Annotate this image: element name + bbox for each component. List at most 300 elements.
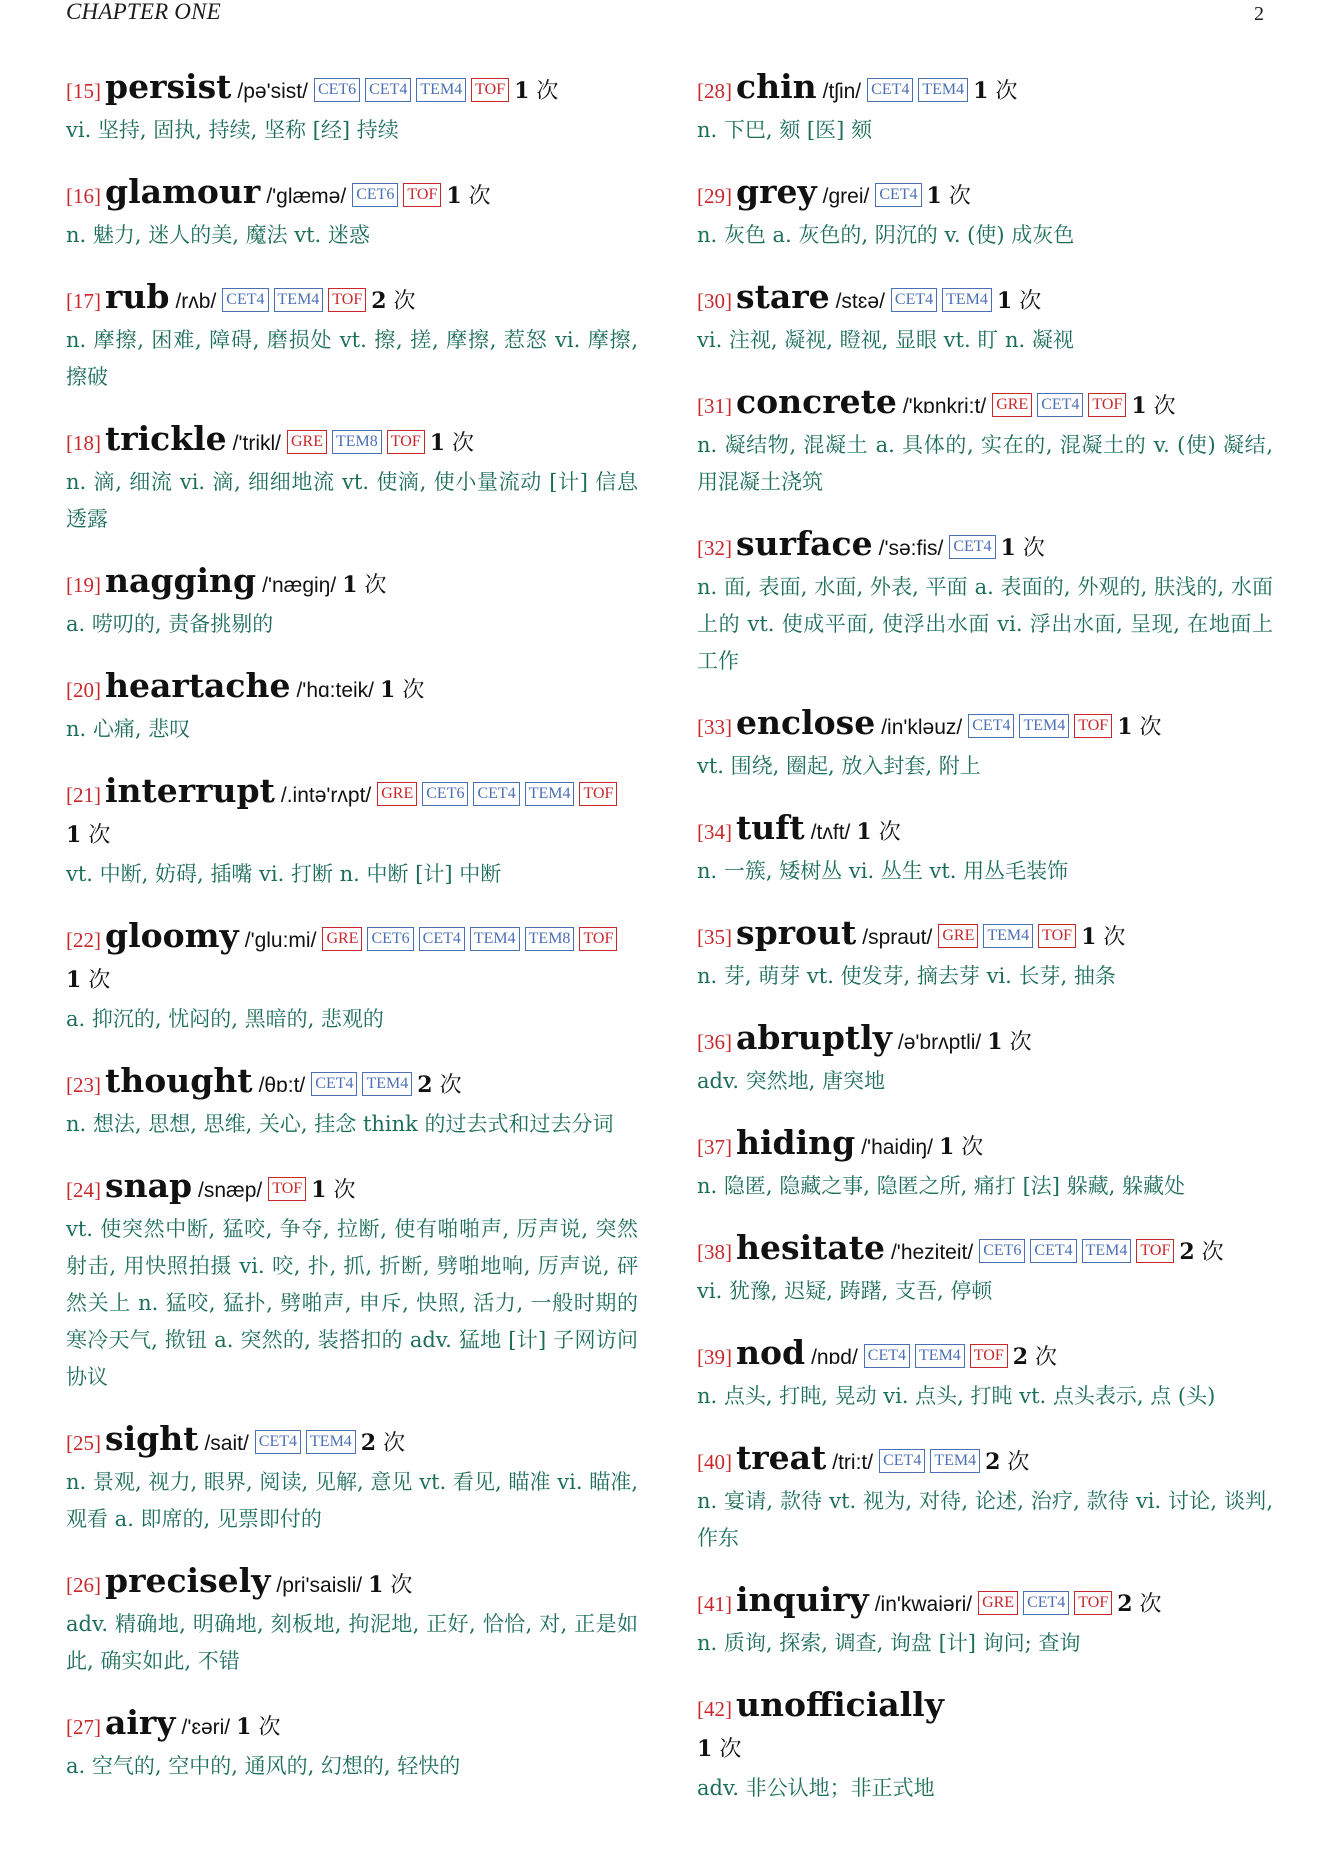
entry-headline bbox=[66, 1704, 638, 1748]
definition: n. 凝结物, 混凝土 a. 具体的, 实在的, 混凝土的 v. (使) 凝结, 用混凝土浇筑 bbox=[697, 433, 1273, 494]
count-number: 1 bbox=[368, 1572, 384, 1598]
exam-tag: CET4 bbox=[968, 714, 1014, 738]
exam-tag: GRE bbox=[978, 1591, 1018, 1615]
count-number: 2 bbox=[1117, 1591, 1133, 1617]
entry-headline bbox=[697, 704, 1273, 748]
headword: precisely bbox=[105, 1561, 271, 1600]
pronunciation: /θɒ:t/ bbox=[258, 1074, 306, 1097]
occurrence-count bbox=[1117, 715, 1161, 740]
pronunciation: /stɛə/ bbox=[835, 290, 885, 313]
count-number: 2 bbox=[360, 1430, 377, 1456]
entry-headline bbox=[697, 173, 1273, 217]
left-column bbox=[66, 68, 638, 1809]
headword: nod bbox=[736, 1333, 806, 1372]
entry-headline bbox=[66, 68, 638, 112]
entry-number: [22] bbox=[66, 928, 101, 952]
headword: nagging bbox=[105, 561, 257, 600]
entry-number: [40] bbox=[697, 1450, 732, 1474]
exam-tag: TOF bbox=[579, 927, 617, 951]
exam-tag: CET4 bbox=[879, 1449, 925, 1473]
exam-tag: TEM4 bbox=[416, 78, 466, 102]
occurrence-count bbox=[342, 573, 386, 598]
occurrence-count bbox=[380, 678, 424, 703]
pronunciation: /'kɒnkri:t/ bbox=[902, 395, 987, 418]
pronunciation: /pri'saisli/ bbox=[276, 1574, 363, 1597]
exam-tag: TEM4 bbox=[930, 1449, 980, 1473]
headword: treat bbox=[736, 1438, 827, 1477]
count-number: 1 bbox=[446, 183, 462, 209]
exam-tag: GRE bbox=[992, 393, 1032, 417]
headword: heartache bbox=[105, 666, 291, 705]
definition: n. 宴请, 款待 vt. 视为, 对待, 论述, 治疗, 款待 vi. 讨论, 谈判, 作东 bbox=[697, 1489, 1273, 1550]
entry-headline bbox=[697, 383, 1273, 427]
exam-tag: TOF bbox=[579, 782, 617, 806]
count-number: 1 bbox=[856, 819, 872, 845]
vocab-entry bbox=[66, 278, 638, 396]
pronunciation: /tri:t/ bbox=[832, 1451, 874, 1474]
entry-number: [27] bbox=[66, 1715, 101, 1739]
definition: a. 唠叨的, 责备挑剔的 bbox=[66, 612, 274, 636]
occurrence-count bbox=[417, 1073, 461, 1098]
entry-number: [25] bbox=[66, 1431, 101, 1455]
count-suffix: 次 bbox=[439, 1073, 462, 1098]
exam-tag: TEM4 bbox=[918, 78, 968, 102]
entry-number: [17] bbox=[66, 289, 101, 313]
count-number: 1 bbox=[1117, 714, 1133, 740]
definition: n. 心痛, 悲叹 bbox=[66, 717, 191, 741]
exam-tag: TOF bbox=[268, 1177, 306, 1201]
occurrence-count bbox=[1081, 925, 1125, 950]
count-suffix: 次 bbox=[1103, 925, 1126, 950]
count-suffix: 次 bbox=[1139, 1592, 1162, 1617]
exam-tag: TEM4 bbox=[274, 288, 324, 312]
vocab-entry bbox=[66, 667, 638, 748]
entry-headline bbox=[66, 772, 638, 856]
entry-headline bbox=[697, 1439, 1273, 1483]
occurrence-count bbox=[446, 184, 490, 209]
entry-number: [19] bbox=[66, 573, 101, 597]
exam-tag: CET4 bbox=[1023, 1591, 1069, 1615]
exam-tag: GRE bbox=[322, 927, 362, 951]
definition: adv. 非公认地；非正式地 bbox=[697, 1776, 935, 1800]
exam-tag: GRE bbox=[938, 924, 978, 948]
definition: n. 摩擦, 困难, 障碍, 磨损处 vt. 擦, 搓, 摩擦, 惹怒 vi. 摩擦, 擦破 bbox=[66, 328, 638, 389]
entry-number: [41] bbox=[697, 1592, 732, 1616]
exam-tag: CET4 bbox=[867, 78, 913, 102]
pronunciation: /'heziteit/ bbox=[890, 1241, 974, 1264]
vocab-entry bbox=[66, 1562, 638, 1680]
headword: glamour bbox=[105, 172, 261, 211]
exam-tag: TOF bbox=[1088, 393, 1126, 417]
vocab-entry bbox=[697, 1019, 1273, 1100]
count-number: 1 bbox=[996, 288, 1013, 314]
occurrence-count bbox=[371, 289, 415, 314]
exam-tag: TEM4 bbox=[942, 288, 992, 312]
entry-headline bbox=[697, 68, 1273, 112]
occurrence-count bbox=[939, 1135, 983, 1160]
exam-tag: TOF bbox=[1038, 924, 1076, 948]
count-number: 1 bbox=[380, 677, 396, 703]
vocab-entry bbox=[697, 68, 1273, 149]
vocab-entry bbox=[697, 809, 1273, 890]
entry-number: [42] bbox=[697, 1697, 732, 1721]
entry-number: [20] bbox=[66, 678, 101, 702]
exam-tag: CET4 bbox=[365, 78, 411, 102]
pronunciation: /grei/ bbox=[822, 185, 870, 208]
count-number: 2 bbox=[1179, 1239, 1195, 1265]
exam-tag: TEM8 bbox=[525, 927, 575, 951]
entry-headline bbox=[66, 1420, 638, 1464]
exam-tag: CET4 bbox=[875, 183, 921, 207]
count-suffix: 次 bbox=[333, 1178, 356, 1203]
headword: tuft bbox=[736, 808, 805, 847]
count-number: 1 bbox=[1000, 535, 1016, 561]
headword: enclose bbox=[736, 703, 876, 742]
count-suffix: 次 bbox=[878, 820, 901, 845]
exam-tag: TEM4 bbox=[915, 1344, 965, 1368]
entry-number: [39] bbox=[697, 1345, 732, 1369]
pronunciation: /tʃin/ bbox=[822, 80, 862, 103]
pronunciation: /ə'brʌptli/ bbox=[897, 1031, 982, 1054]
headword: abruptly bbox=[736, 1018, 892, 1057]
count-number: 1 bbox=[66, 967, 82, 993]
definition: n. 滴, 细流 vi. 滴, 细细地流 vt. 使滴, 使小量流动 [计] 信息透露 bbox=[66, 470, 638, 531]
count-number: 2 bbox=[985, 1449, 1001, 1475]
exam-tag: CET6 bbox=[979, 1239, 1025, 1263]
definition: n. 一簇, 矮树丛 vi. 丛生 vt. 用丛毛装饰 bbox=[697, 859, 1069, 883]
pronunciation: /'haidiŋ/ bbox=[861, 1136, 933, 1159]
entry-headline bbox=[697, 1229, 1273, 1273]
count-number: 2 bbox=[417, 1072, 433, 1098]
entry-number: [34] bbox=[697, 820, 732, 844]
page-number: 2 bbox=[1254, 3, 1264, 25]
headword: hesitate bbox=[736, 1228, 885, 1267]
vocab-entry bbox=[66, 1062, 638, 1143]
count-suffix: 次 bbox=[258, 1715, 281, 1740]
right-column bbox=[697, 68, 1273, 1831]
headword: interrupt bbox=[105, 771, 275, 810]
exam-tag: TOF bbox=[403, 183, 441, 207]
vocab-entry bbox=[66, 68, 638, 149]
exam-tag: TOF bbox=[328, 288, 366, 312]
pronunciation: /pə'sist/ bbox=[237, 80, 308, 103]
entry-headline bbox=[697, 809, 1273, 853]
pronunciation: /tʌft/ bbox=[810, 821, 851, 844]
occurrence-count bbox=[430, 431, 474, 456]
entry-number: [28] bbox=[697, 79, 732, 103]
count-suffix: 次 bbox=[452, 431, 475, 456]
headword: rub bbox=[105, 277, 170, 316]
count-number: 1 bbox=[514, 78, 530, 104]
exam-tag: TOF bbox=[1074, 1591, 1112, 1615]
headword: persist bbox=[105, 67, 232, 106]
count-suffix: 次 bbox=[88, 823, 111, 848]
exam-tag: TEM4 bbox=[525, 782, 575, 806]
headword: inquiry bbox=[736, 1580, 869, 1619]
exam-tag: GRE bbox=[377, 782, 417, 806]
count-suffix: 次 bbox=[1201, 1240, 1224, 1265]
headword: airy bbox=[105, 1703, 176, 1742]
entry-headline bbox=[697, 1581, 1273, 1625]
count-suffix: 次 bbox=[719, 1737, 742, 1762]
entry-headline bbox=[66, 917, 638, 1001]
definition: vt. 使突然中断, 猛咬, 争夺, 拉断, 使有啪啪声, 厉声说, 突然射击, 用快照拍摄 vi. 咬, 扑, 抓, 折断, 劈啪地响, 厉声说, 砰然关上 n. 猛咬, 猛扑, 劈啪声, 申斥, 快照, 活力, 一般时期的寒冷天气, 揿钮 a. 突然的, 装搭扣的 adv. 猛地 [计] 子网访问协议 bbox=[66, 1217, 638, 1389]
count-suffix: 次 bbox=[383, 1431, 406, 1456]
exam-tag: TEM4 bbox=[470, 927, 520, 951]
count-suffix: 次 bbox=[88, 968, 111, 993]
entry-headline bbox=[697, 278, 1273, 322]
headword: surface bbox=[736, 524, 873, 563]
headword: thought bbox=[105, 1061, 253, 1100]
definition: vt. 中断, 妨碍, 插嘴 vi. 打断 n. 中断 [计] 中断 bbox=[66, 862, 502, 886]
exam-tag: CET4 bbox=[864, 1344, 910, 1368]
pronunciation: /rʌb/ bbox=[175, 290, 217, 313]
pronunciation: /sait/ bbox=[204, 1432, 249, 1455]
vocab-entry bbox=[66, 917, 638, 1038]
count-suffix: 次 bbox=[1153, 394, 1176, 419]
pronunciation: /in'kwaiəri/ bbox=[874, 1593, 973, 1616]
entry-headline bbox=[697, 914, 1273, 958]
vocab-entry bbox=[66, 562, 638, 643]
exam-tag: TOF bbox=[1074, 714, 1112, 738]
occurrence-count bbox=[1013, 1345, 1057, 1370]
occurrence-count bbox=[927, 184, 971, 209]
count-suffix: 次 bbox=[468, 184, 491, 209]
entry-headline bbox=[66, 562, 638, 606]
exam-tag: TOF bbox=[387, 430, 425, 454]
headword: sprout bbox=[736, 913, 857, 952]
vocab-entry bbox=[66, 1704, 638, 1785]
count-number: 2 bbox=[1012, 1344, 1029, 1370]
occurrence-count bbox=[368, 1573, 412, 1598]
headword: trickle bbox=[105, 419, 227, 458]
count-number: 1 bbox=[938, 1134, 955, 1160]
exam-tag: CET6 bbox=[314, 78, 360, 102]
count-number: 1 bbox=[429, 430, 446, 456]
vocab-entry bbox=[697, 173, 1273, 254]
definition: n. 点头, 打盹, 晃动 vi. 点头, 打盹 vt. 点头表示, 点 (头) bbox=[697, 1384, 1216, 1408]
occurrence-count bbox=[66, 823, 110, 848]
vocab-entry bbox=[697, 383, 1273, 501]
exam-tag: CET6 bbox=[352, 183, 398, 207]
entry-number: [18] bbox=[66, 431, 101, 455]
exam-tag: TEM4 bbox=[362, 1072, 412, 1096]
definition: a. 空气的, 空中的, 通风的, 幻想的, 轻快的 bbox=[66, 1754, 461, 1778]
definition: n. 灰色 a. 灰色的, 阴沉的 v. (使) 成灰色 bbox=[697, 223, 1075, 247]
entry-headline bbox=[697, 525, 1273, 569]
definition: vt. 围绕, 圈起, 放入封套, 附上 bbox=[697, 754, 981, 778]
headword: snap bbox=[105, 1166, 193, 1205]
headword: stare bbox=[736, 277, 830, 316]
headword: unofficially bbox=[736, 1685, 944, 1724]
occurrence-count bbox=[1179, 1240, 1223, 1265]
exam-tag: CET4 bbox=[473, 782, 519, 806]
occurrence-count bbox=[236, 1715, 280, 1740]
definition: n. 芽, 萌芽 vt. 使发芽, 摘去芽 vi. 长芽, 抽条 bbox=[697, 964, 1116, 988]
count-suffix: 次 bbox=[364, 573, 387, 598]
exam-tag: TEM4 bbox=[1082, 1239, 1132, 1263]
entry-number: [35] bbox=[697, 925, 732, 949]
exam-tag: TEM4 bbox=[983, 924, 1033, 948]
vocab-entry bbox=[697, 1124, 1273, 1205]
count-suffix: 次 bbox=[1022, 536, 1045, 561]
count-suffix: 次 bbox=[961, 1135, 984, 1160]
vocab-entry bbox=[697, 525, 1273, 680]
count-number: 1 bbox=[926, 183, 942, 209]
entry-number: [32] bbox=[697, 536, 732, 560]
count-number: 1 bbox=[1131, 393, 1147, 419]
vocab-entry bbox=[66, 1420, 638, 1538]
occurrence-count bbox=[311, 1178, 355, 1203]
pronunciation: /nɒd/ bbox=[811, 1346, 858, 1369]
definition: n. 下巴, 颏 [医] 颏 bbox=[697, 118, 872, 142]
pronunciation: /'ɛəri/ bbox=[181, 1716, 231, 1739]
occurrence-count bbox=[973, 79, 1017, 104]
entry-number: [36] bbox=[697, 1030, 732, 1054]
count-suffix: 次 bbox=[1035, 1345, 1058, 1370]
exam-tag: CET4 bbox=[1030, 1239, 1076, 1263]
vocab-entry bbox=[697, 914, 1273, 995]
count-number: 1 bbox=[236, 1714, 252, 1740]
entry-headline bbox=[66, 278, 638, 322]
vocab-entry bbox=[697, 278, 1273, 359]
definition: a. 抑沉的, 忧闷的, 黑暗的, 悲观的 bbox=[66, 1007, 384, 1031]
occurrence-count bbox=[361, 1431, 405, 1456]
entry-number: [38] bbox=[697, 1240, 732, 1264]
headword: hiding bbox=[736, 1123, 856, 1162]
headword: sight bbox=[105, 1419, 199, 1458]
entry-headline bbox=[697, 1334, 1273, 1378]
count-suffix: 次 bbox=[1139, 715, 1162, 740]
vocab-entry bbox=[697, 1581, 1273, 1662]
occurrence-count bbox=[66, 968, 110, 993]
vocab-entry bbox=[697, 1229, 1273, 1310]
entry-headline bbox=[66, 667, 638, 711]
entry-number: [21] bbox=[66, 783, 101, 807]
definition: n. 面, 表面, 水面, 外表, 平面 a. 表面的, 外观的, 肤浅的, 水面上的 vt. 使成平面, 使浮出水面 vi. 浮出水面, 呈现, 在地面上工作 bbox=[697, 575, 1273, 673]
chapter-title: CHAPTER ONE bbox=[66, 0, 221, 24]
definition: n. 隐匿, 隐藏之事, 隐匿之所, 痛打 [法] 躲藏, 躲藏处 bbox=[697, 1174, 1186, 1198]
pronunciation: /'glæmə/ bbox=[266, 185, 347, 208]
occurrence-count bbox=[856, 820, 900, 845]
count-suffix: 次 bbox=[390, 1573, 413, 1598]
definition: adv. 精确地, 明确地, 刻板地, 拘泥地, 正好, 恰恰, 对, 正是如此, 确实如此, 不错 bbox=[66, 1612, 638, 1673]
count-suffix: 次 bbox=[1019, 289, 1042, 314]
exam-tag: CET4 bbox=[222, 288, 268, 312]
definition: n. 景观, 视力, 眼界, 阅读, 见解, 意见 vt. 看见, 瞄准 vi. 瞄准, 观看 a. 即席的, 见票即付的 bbox=[66, 1470, 638, 1531]
entry-number: [30] bbox=[697, 289, 732, 313]
count-suffix: 次 bbox=[995, 79, 1018, 104]
pronunciation: /spraut/ bbox=[862, 926, 933, 949]
entry-number: [23] bbox=[66, 1073, 101, 1097]
entry-headline bbox=[697, 1019, 1273, 1063]
count-suffix: 次 bbox=[1007, 1450, 1030, 1475]
vocab-entry bbox=[66, 772, 638, 893]
exam-tag: TEM8 bbox=[332, 430, 382, 454]
pronunciation: /'hɑ:teik/ bbox=[296, 679, 375, 702]
entry-headline bbox=[66, 420, 638, 464]
count-number: 1 bbox=[311, 1177, 327, 1203]
definition: n. 质询, 探索, 调查, 询盘 [计] 询问; 查询 bbox=[697, 1631, 1081, 1655]
count-suffix: 次 bbox=[393, 289, 416, 314]
exam-tag: CET6 bbox=[422, 782, 468, 806]
occurrence-count bbox=[987, 1030, 1031, 1055]
count-suffix: 次 bbox=[536, 79, 559, 104]
count-suffix: 次 bbox=[948, 184, 971, 209]
exam-tag: CET6 bbox=[367, 927, 413, 951]
entry-headline bbox=[66, 1167, 638, 1211]
occurrence-count bbox=[1001, 536, 1045, 561]
vocab-entry bbox=[697, 1334, 1273, 1415]
definition: vi. 坚持, 固执, 持续, 坚称 [经] 持续 bbox=[66, 118, 399, 142]
exam-tag: TOF bbox=[970, 1344, 1008, 1368]
count-suffix: 次 bbox=[402, 678, 425, 703]
exam-tag: CET4 bbox=[311, 1072, 357, 1096]
entry-number: [15] bbox=[66, 79, 101, 103]
exam-tag: CET4 bbox=[949, 535, 995, 559]
entry-number: [16] bbox=[66, 184, 101, 208]
occurrence-count bbox=[1117, 1592, 1161, 1617]
exam-tag: TEM4 bbox=[1019, 714, 1069, 738]
exam-tag: TOF bbox=[1136, 1239, 1174, 1263]
definition: n. 魅力, 迷人的美, 魔法 vt. 迷惑 bbox=[66, 223, 370, 247]
pronunciation: /in'kləuz/ bbox=[881, 716, 963, 739]
entry-number: [26] bbox=[66, 1573, 101, 1597]
definition: n. 想法, 思想, 思维, 关心, 挂念 think 的过去式和过去分词 bbox=[66, 1112, 614, 1136]
exam-tag: CET4 bbox=[1037, 393, 1083, 417]
vocab-entry bbox=[697, 1439, 1273, 1557]
count-suffix: 次 bbox=[1009, 1030, 1032, 1055]
occurrence-count bbox=[997, 289, 1041, 314]
exam-tag: CET4 bbox=[255, 1430, 301, 1454]
exam-tag: CET4 bbox=[891, 288, 937, 312]
count-number: 2 bbox=[371, 288, 387, 314]
entry-number: [33] bbox=[697, 715, 732, 739]
occurrence-count bbox=[514, 79, 558, 104]
entry-number: [31] bbox=[697, 394, 732, 418]
entry-headline bbox=[697, 1124, 1273, 1168]
entry-headline bbox=[697, 1686, 1273, 1770]
pronunciation: /'glu:mi/ bbox=[244, 929, 317, 952]
entry-headline bbox=[66, 173, 638, 217]
definition: adv. 突然地, 唐突地 bbox=[697, 1069, 886, 1093]
count-number: 1 bbox=[973, 78, 989, 104]
entry-number: [37] bbox=[697, 1135, 732, 1159]
pronunciation: /.intə'rʌpt/ bbox=[280, 784, 372, 807]
entry-number: [29] bbox=[697, 184, 732, 208]
vocab-entry bbox=[697, 1686, 1273, 1807]
exam-tag: TOF bbox=[471, 78, 509, 102]
definition: vi. 犹豫, 迟疑, 踌躇, 支吾, 停顿 bbox=[697, 1279, 993, 1303]
count-number: 1 bbox=[697, 1736, 713, 1762]
exam-tag: GRE bbox=[287, 430, 327, 454]
occurrence-count bbox=[985, 1450, 1029, 1475]
entry-number: [24] bbox=[66, 1178, 101, 1202]
occurrence-count bbox=[1131, 394, 1175, 419]
count-number: 1 bbox=[987, 1029, 1003, 1055]
headword: chin bbox=[736, 67, 817, 106]
occurrence-count bbox=[697, 1737, 741, 1762]
count-number: 1 bbox=[66, 822, 82, 848]
headword: concrete bbox=[736, 382, 897, 421]
vocab-entry bbox=[66, 173, 638, 254]
pronunciation: /'trikl/ bbox=[232, 432, 281, 455]
pronunciation: /'sə:fis/ bbox=[878, 537, 944, 560]
vocab-entry bbox=[697, 704, 1273, 785]
pronunciation: /snæp/ bbox=[198, 1179, 263, 1202]
definition: vi. 注视, 凝视, 瞪视, 显眼 vt. 盯 n. 凝视 bbox=[697, 328, 1074, 352]
count-number: 1 bbox=[1081, 924, 1097, 950]
